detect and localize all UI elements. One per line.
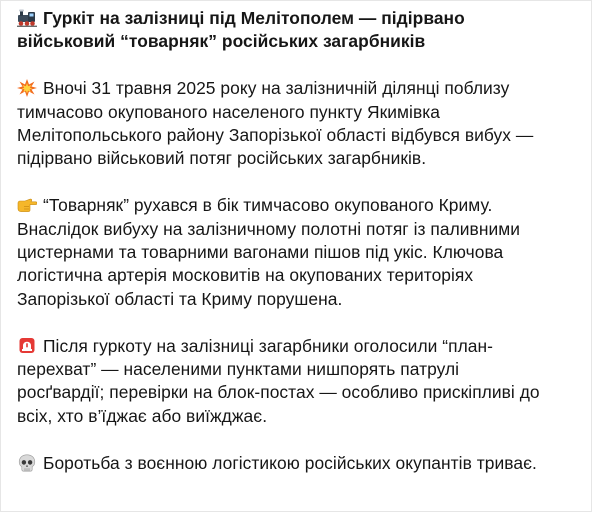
paragraph-4-line-1 — [17, 452, 587, 475]
paragraph-4-text-1: Боротьба з воєнною логістикою російських окупантів триває. — [43, 452, 537, 473]
paragraph-3-line-2: перехват” — населеними пунктами нишпорять патрулі — [17, 359, 460, 380]
paragraph-4 — [17, 452, 587, 475]
paragraph-2-line-5: Запорізької області та Криму порушена. — [17, 288, 343, 309]
title-line-2: військовий “товарняк” російських загарбників — [17, 31, 426, 52]
collision-icon — [17, 79, 37, 97]
pointing-hand-icon — [17, 196, 37, 214]
skull-icon — [17, 454, 37, 472]
paragraph-2-line-1 — [17, 194, 587, 217]
channel-post — [17, 7, 587, 498]
paragraph-2-text-1: “Товарняк” рухався в бік тимчасово окупованого Криму. — [43, 195, 493, 216]
title-line-1 — [17, 7, 587, 30]
paragraph-1 — [17, 77, 587, 171]
paragraph-3-line-3: росґвардії; перевірки на блок-постах — особливо прискіпливі до — [17, 382, 540, 403]
train-icon — [17, 9, 37, 27]
paragraph-3-line-4: всіх, хто в’їджає або виїжджає. — [17, 405, 268, 426]
paragraph-2 — [17, 194, 587, 311]
paragraph-3-text-1: Після гуркоту на залізниці загарбники оголосили “план- — [43, 335, 494, 356]
paragraph-3-line-1 — [17, 335, 587, 358]
paragraph-1-text-1: Вночі 31 травня 2025 року на залізничній ділянці поблизу — [43, 78, 510, 99]
paragraph-2-line-4: логістична артерія московитів на окупованих територіях — [17, 265, 474, 286]
paragraph-1-line-1 — [17, 77, 587, 100]
paragraph-1-line-3: Мелітопольського району Запорізької області відбувся вибух — — [17, 125, 534, 146]
paragraph-1-line-4: підірвано військовий потяг російських загарбників. — [17, 148, 427, 169]
paragraph-3 — [17, 335, 587, 429]
paragraph-2-line-2: Внаслідок вибуху на залізничному полотні потяг із паливними — [17, 218, 521, 239]
title-text-1: Гуркіт на залізниці під Мелітополем — підірвано — [43, 8, 465, 28]
paragraph-1-line-2: тимчасово окупованого населеного пункту Якимівка — [17, 101, 441, 122]
paragraph-2-line-3: цистернами та товарними вагонами пішов під укіс. Ключова — [17, 242, 504, 263]
siren-icon — [17, 337, 37, 355]
post-title — [17, 7, 587, 54]
